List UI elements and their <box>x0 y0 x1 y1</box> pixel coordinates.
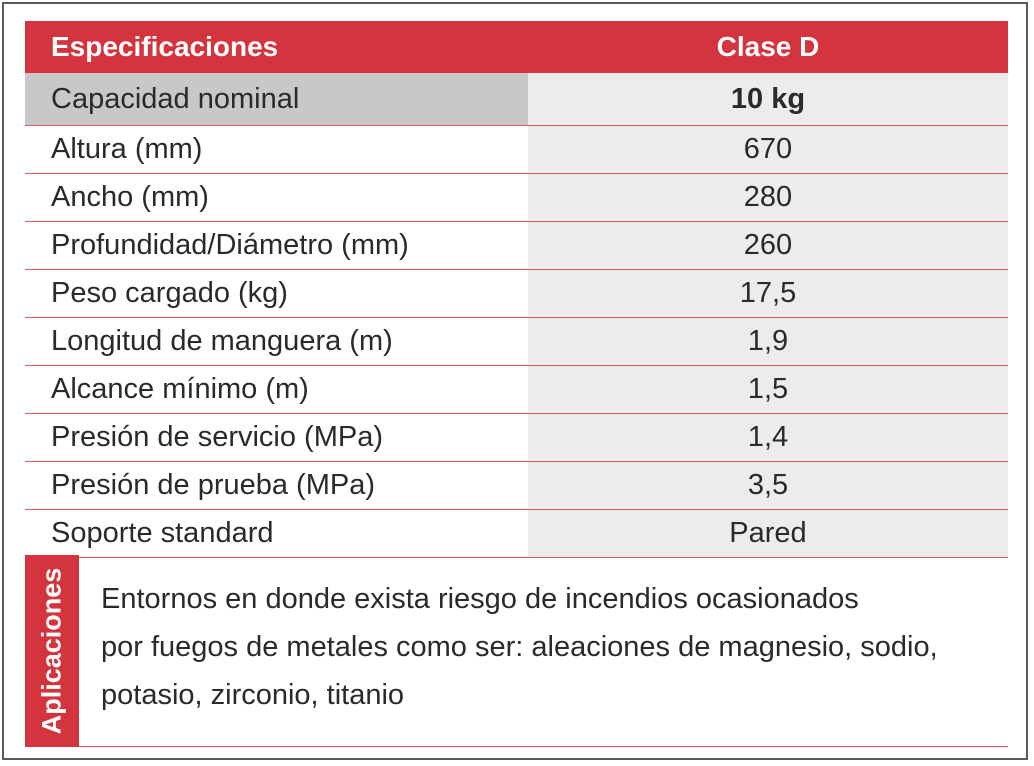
spec-label: Altura (mm) <box>25 126 528 173</box>
applications-line: potasio, zirconio, titanio <box>101 679 405 711</box>
spec-label: Peso cargado (kg) <box>25 270 528 317</box>
spec-value: 280 <box>528 174 1008 221</box>
spec-value: Pared <box>528 510 1008 557</box>
spec-value: 670 <box>528 126 1008 173</box>
spec-label: Longitud de manguera (m) <box>25 318 528 365</box>
table-row <box>25 270 1008 318</box>
table-row <box>25 510 1008 558</box>
table-row <box>25 462 1008 510</box>
applications-line: Entornos en donde exista riesgo de incendios ocasionados <box>101 583 859 615</box>
spec-value: 10 kg <box>528 73 1008 125</box>
table-row <box>25 366 1008 414</box>
spec-value: 3,5 <box>528 462 1008 509</box>
table-header <box>25 21 1008 73</box>
spec-label: Soporte standard <box>25 510 528 557</box>
table-row <box>25 222 1008 270</box>
table-row <box>25 414 1008 462</box>
spec-table <box>25 73 1008 558</box>
applications-section <box>25 555 1008 747</box>
table-row <box>25 126 1008 174</box>
applications-title: Aplicaciones <box>36 567 67 735</box>
spec-value: 260 <box>528 222 1008 269</box>
spec-label: Alcance mínimo (m) <box>25 366 528 413</box>
table-row <box>25 318 1008 366</box>
spec-value: 17,5 <box>528 270 1008 317</box>
spec-label: Capacidad nominal <box>25 73 528 125</box>
class-header: Clase D <box>716 31 820 62</box>
spec-value: 1,5 <box>528 366 1008 413</box>
spec-label: Presión de prueba (MPa) <box>25 462 528 509</box>
spec-label: Profundidad/Diámetro (mm) <box>25 222 528 269</box>
spec-label: Ancho (mm) <box>25 174 528 221</box>
table-row <box>25 73 1008 126</box>
applications-side-label <box>25 555 79 747</box>
table-row <box>25 174 1008 222</box>
spec-value: 1,4 <box>528 414 1008 461</box>
spec-value: 1,9 <box>528 318 1008 365</box>
spec-label: Presión de servicio (MPa) <box>25 414 528 461</box>
applications-line: por fuegos de metales como ser: aleaciones de magnesio, sodio, <box>101 631 938 663</box>
specifications-header: Especificaciones <box>51 31 279 62</box>
applications-text <box>79 555 1008 747</box>
